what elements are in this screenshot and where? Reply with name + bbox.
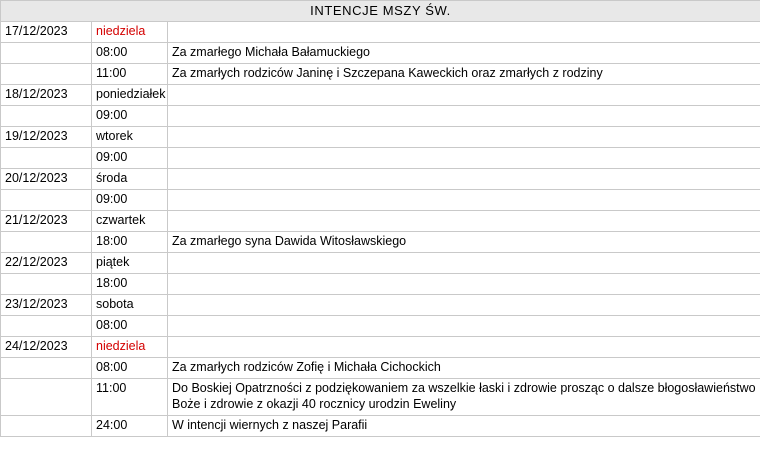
- row-date: 18/12/2023: [1, 85, 92, 106]
- row-time: 09:00: [92, 148, 168, 169]
- row-date: [1, 358, 92, 379]
- table-row: [1, 169, 760, 190]
- row-time: 24:00: [92, 415, 168, 436]
- row-day-name: piątek: [92, 253, 168, 274]
- table-row: [1, 295, 760, 316]
- row-date: [1, 379, 92, 415]
- row-intention: [168, 148, 760, 169]
- table-row: [1, 316, 760, 337]
- row-time: 11:00: [92, 379, 168, 415]
- table-row: [1, 22, 760, 43]
- row-day-name: sobota: [92, 295, 168, 316]
- row-intention: [168, 169, 760, 190]
- row-date: [1, 232, 92, 253]
- row-intention: [168, 295, 760, 316]
- row-time: 08:00: [92, 43, 168, 64]
- row-time: 08:00: [92, 316, 168, 337]
- table-row: [1, 211, 760, 232]
- table-row: [1, 127, 760, 148]
- table-row: [1, 232, 760, 253]
- row-intention: [168, 127, 760, 148]
- row-day-name: niedziela: [92, 22, 168, 43]
- row-intention: Za zmarłych rodziców Zofię i Michała Cichockich: [168, 358, 760, 379]
- row-intention: [168, 190, 760, 211]
- row-date: [1, 148, 92, 169]
- table-row: [1, 190, 760, 211]
- row-date: [1, 64, 92, 85]
- row-intention: [168, 106, 760, 127]
- row-intention: [168, 85, 760, 106]
- table-row: [1, 106, 760, 127]
- table-row: [1, 148, 760, 169]
- row-time: 18:00: [92, 232, 168, 253]
- row-intention: [168, 274, 760, 295]
- row-date: 19/12/2023: [1, 127, 92, 148]
- row-time: 11:00: [92, 64, 168, 85]
- row-day-name: niedziela: [92, 337, 168, 358]
- row-intention: [168, 22, 760, 43]
- table-row: [1, 85, 760, 106]
- row-intention: Za zmarłego syna Dawida Witosławskiego: [168, 232, 760, 253]
- table-row: [1, 43, 760, 64]
- table-row: [1, 358, 760, 379]
- table-header: [1, 1, 760, 22]
- row-intention: Do Boskiej Opatrzności z podziękowaniem za wszelkie łaski i zdrowie prosząc o dalsze błogosławieństwo Boże i zdrowie z okazji 40 rocznicy urodzin Eweliny: [168, 379, 760, 415]
- row-date: 20/12/2023: [1, 169, 92, 190]
- table-row: [1, 379, 760, 415]
- table-row: [1, 253, 760, 274]
- row-date: [1, 274, 92, 295]
- title-row: [1, 1, 760, 22]
- row-intention: W intencji wiernych z naszej Parafii: [168, 415, 760, 436]
- row-date: [1, 316, 92, 337]
- row-date: [1, 415, 92, 436]
- document-title: INTENCJE MSZY ŚW.: [1, 1, 760, 22]
- row-time: 09:00: [92, 106, 168, 127]
- row-day-name: poniedziałek: [92, 85, 168, 106]
- row-time: 08:00: [92, 358, 168, 379]
- row-date: 24/12/2023: [1, 337, 92, 358]
- row-day-name: czwartek: [92, 211, 168, 232]
- row-date: [1, 190, 92, 211]
- table-body: [1, 22, 760, 436]
- row-intention: [168, 211, 760, 232]
- row-intention: [168, 337, 760, 358]
- row-date: [1, 43, 92, 64]
- row-intention: [168, 253, 760, 274]
- row-date: 17/12/2023: [1, 22, 92, 43]
- row-date: [1, 106, 92, 127]
- row-intention: Za zmarłego Michała Bałamuckiego: [168, 43, 760, 64]
- row-day-name: środa: [92, 169, 168, 190]
- row-day-name: wtorek: [92, 127, 168, 148]
- row-time: 18:00: [92, 274, 168, 295]
- table-row: [1, 274, 760, 295]
- row-date: 22/12/2023: [1, 253, 92, 274]
- table-row: [1, 64, 760, 85]
- row-date: 23/12/2023: [1, 295, 92, 316]
- row-intention: [168, 316, 760, 337]
- row-intention: Za zmarłych rodziców Janinę i Szczepana Kaweckich oraz zmarłych z rodziny: [168, 64, 760, 85]
- table-row: [1, 337, 760, 358]
- row-date: 21/12/2023: [1, 211, 92, 232]
- table-row: [1, 415, 760, 436]
- row-time: 09:00: [92, 190, 168, 211]
